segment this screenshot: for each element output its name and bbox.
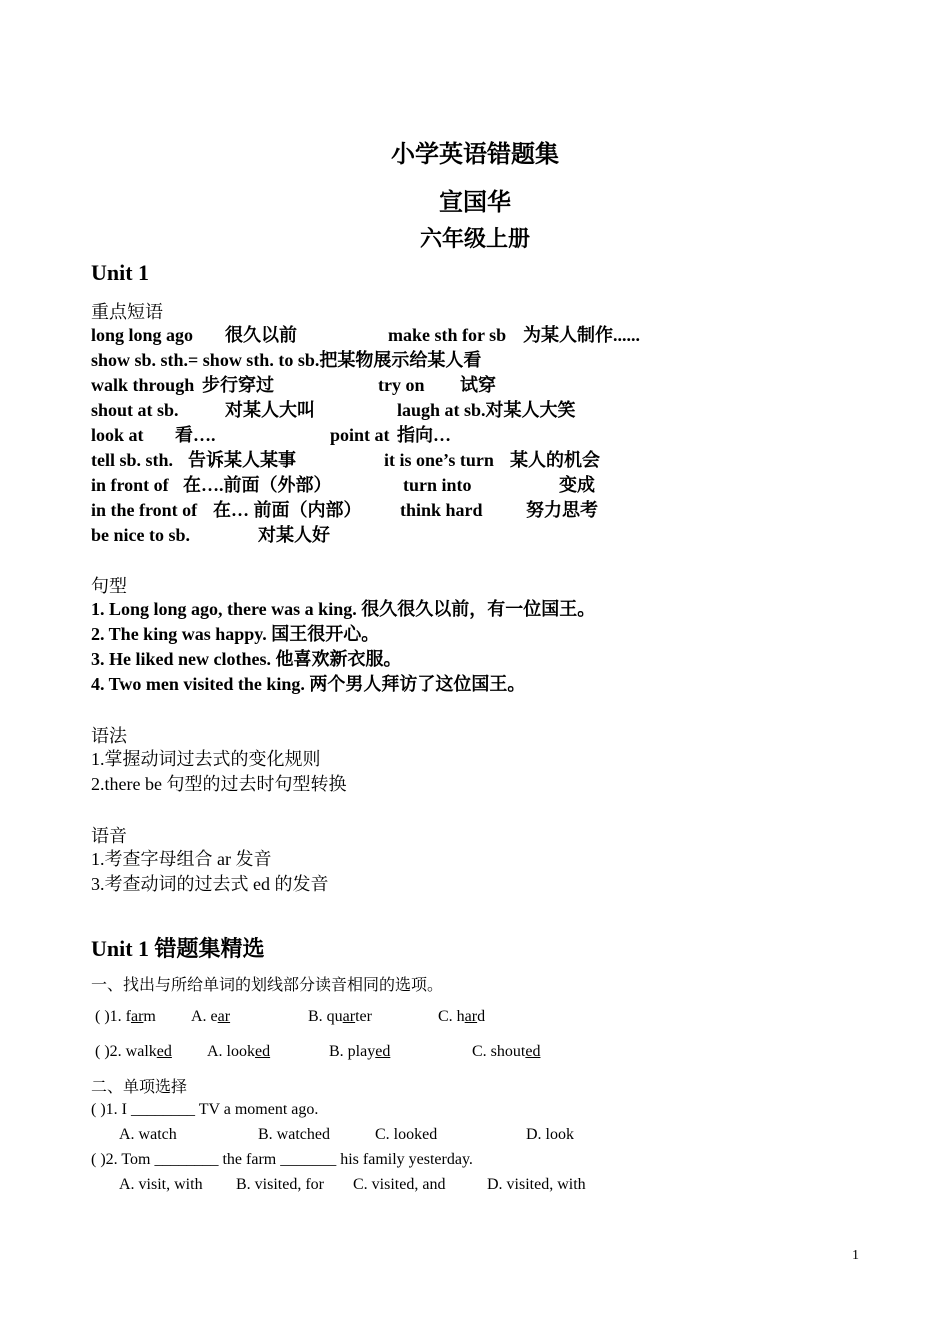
option-c: C. visited, and — [353, 1176, 446, 1193]
grammar-item: 2.there be 句型的过去时句型转换 — [91, 774, 347, 794]
question-stem: ( )1. farm — [95, 1008, 156, 1025]
phonetics-title: 语音 — [91, 826, 127, 846]
option-c: C. shouted — [472, 1043, 541, 1060]
sentence: 3. He liked new clothes. 他喜欢新衣服。 — [91, 649, 402, 669]
sentence: 1. Long long ago, there was a king. 很久很久以前，有一位国王。 — [91, 599, 596, 619]
sentence: 4. Two men visited the king. 两个男人拜访了这位国王。 — [91, 674, 526, 694]
phrase-cn: 对某人好 — [258, 525, 330, 545]
phrase-en: in front of — [91, 475, 169, 495]
question-stem: ( )2. Tom ________ the farm _______ his family yesterday. — [91, 1151, 473, 1168]
grammar-title: 语法 — [91, 726, 127, 746]
phrase-en: walk through — [91, 375, 195, 395]
phrase-cn: 对某人大叫 — [225, 400, 315, 420]
phrase-cn: 看…. — [175, 425, 216, 445]
phrase-en: look at — [91, 425, 144, 445]
phrase-en: try on — [378, 375, 425, 395]
phonetics-item: 3.考查动词的过去式 ed 的发音 — [91, 874, 329, 894]
option-a: A. visit, with — [119, 1176, 203, 1193]
phrase-en: make sth for sb — [388, 325, 507, 345]
phrases-title: 重点短语 — [91, 302, 163, 322]
phrase-en: point at — [330, 425, 390, 445]
grade-label: 六年级上册 — [419, 226, 530, 251]
author-name: 宣国华 — [439, 190, 511, 216]
phrase-en: in the front of — [91, 500, 198, 520]
question-stem: ( )2. walked — [95, 1043, 172, 1060]
phrase-en: show sb. sth.= show sth. to sb.把某物展示给某人看 — [91, 350, 482, 370]
option-a: A. ear — [191, 1008, 231, 1025]
phrase-en: it is one’s turn — [384, 450, 494, 470]
part2-title: 二、单项选择 — [91, 1079, 188, 1096]
grammar-item: 1.掌握动词过去式的变化规则 — [91, 749, 321, 769]
option-c: C. looked — [375, 1126, 438, 1143]
part1-title: 一、找出与所给单词的划线部分读音相同的选项。 — [91, 977, 444, 994]
document-title: 小学英语错题集 — [391, 142, 559, 168]
phrase-en: think hard — [400, 500, 483, 520]
sentence: 2. The king was happy. 国王很开心。 — [91, 624, 380, 644]
phrase-cn: 为某人制作...... — [523, 325, 640, 345]
phrase-cn: 变成 — [559, 475, 595, 495]
option-d: D. look — [526, 1126, 574, 1143]
option-b: B. watched — [258, 1126, 330, 1143]
phrase-cn: 某人的机会 — [510, 450, 600, 470]
option-c: C. hard — [438, 1008, 486, 1025]
option-a: A. looked — [207, 1043, 271, 1060]
phrase-en: be nice to sb. — [91, 525, 190, 545]
phrase-cn: 告诉某人某事 — [188, 450, 296, 470]
phrase-en: turn into — [403, 475, 472, 495]
errors-heading: Unit 1 错题集精选 — [91, 936, 265, 961]
phrase-cn: 在….前面（外部） — [183, 475, 332, 495]
option-b: B. visited, for — [236, 1176, 324, 1193]
phrase-cn: 试穿 — [460, 375, 496, 395]
option-b: B. quarter — [308, 1008, 372, 1025]
phrase-en: shout at sb. — [91, 400, 179, 420]
phonetics-item: 1.考查字母组合 ar 发音 — [91, 849, 272, 869]
unit-heading: Unit 1 — [91, 260, 150, 285]
sentences-title: 句型 — [91, 576, 127, 596]
phrase-cn: 努力思考 — [526, 500, 598, 520]
option-d: D. visited, with — [487, 1176, 586, 1193]
phrase-en: long long ago — [91, 325, 194, 345]
page-number: 1 — [852, 1248, 859, 1263]
phrase-cn: 步行穿过 — [202, 375, 274, 395]
phrase-en: laugh at sb.对某人大笑 — [397, 400, 576, 420]
phrase-cn: 很久以前 — [225, 325, 297, 345]
phrase-cn: 指向… — [397, 425, 451, 445]
phrase-cn: 在… 前面（内部） — [213, 500, 362, 520]
option-a: A. watch — [119, 1126, 177, 1143]
question-stem: ( )1. I ________ TV a moment ago. — [91, 1101, 319, 1118]
option-b: B. played — [329, 1043, 391, 1060]
phrase-en: tell sb. sth. — [91, 450, 174, 470]
